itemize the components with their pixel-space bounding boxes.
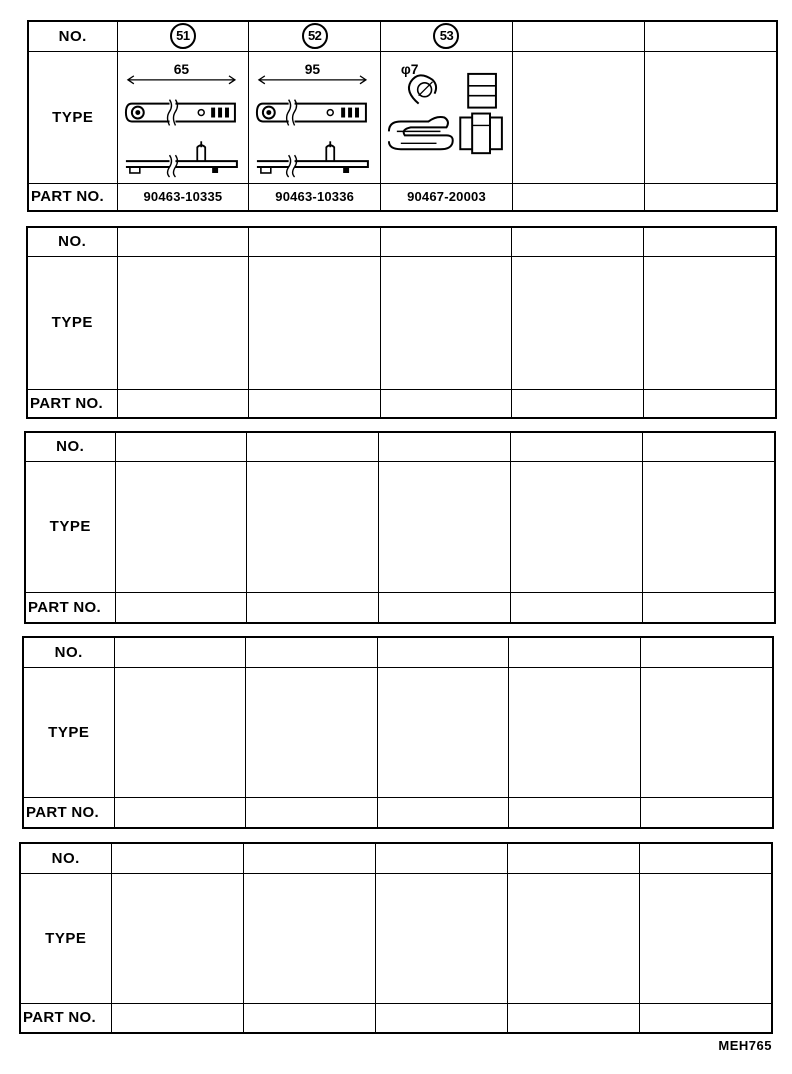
clamp-strap-icon [249, 52, 380, 183]
dimension-label: 65 [173, 60, 189, 77]
part-number-badge: 53 [433, 23, 459, 49]
part-number-badge: 52 [302, 23, 328, 49]
part-no-label: PART NO. [28, 389, 117, 417]
no-label: NO. [24, 638, 114, 667]
clamp-strap-icon [118, 52, 249, 183]
no-label: NO. [29, 22, 117, 51]
type-label: TYPE [26, 461, 115, 592]
part-no-label: PART NO. [24, 797, 114, 827]
parts-table-5 [19, 842, 773, 1034]
part-51-drawing [117, 51, 249, 183]
type-label: TYPE [21, 873, 111, 1003]
type-label: TYPE [29, 51, 117, 183]
part-number-value: 90463-10336 [249, 183, 381, 210]
part-no-label: PART NO. [29, 183, 117, 210]
no-label: NO. [28, 228, 117, 256]
parts-table-4 [22, 636, 774, 829]
type-label: TYPE [24, 667, 114, 797]
type-label: TYPE [28, 256, 117, 389]
parts-table-3 [24, 431, 776, 624]
parts-table-1 [27, 20, 778, 212]
dimension-label: φ7 [400, 60, 419, 77]
parts-table-2 [26, 226, 777, 419]
part-no-label: PART NO. [21, 1003, 111, 1032]
part-number-value: 90467-20003 [381, 183, 513, 210]
part-53-drawing [381, 51, 513, 183]
dimension-label: 95 [305, 60, 321, 77]
no-label: NO. [21, 844, 111, 873]
hose-clip-icon [381, 52, 512, 183]
part-no-label: PART NO. [26, 592, 115, 622]
part-52-drawing [249, 51, 381, 183]
drawing-code: MEH765 [718, 1038, 772, 1053]
part-number-value: 90463-10335 [117, 183, 249, 210]
no-label: NO. [26, 433, 115, 461]
part-number-badge: 51 [170, 23, 196, 49]
